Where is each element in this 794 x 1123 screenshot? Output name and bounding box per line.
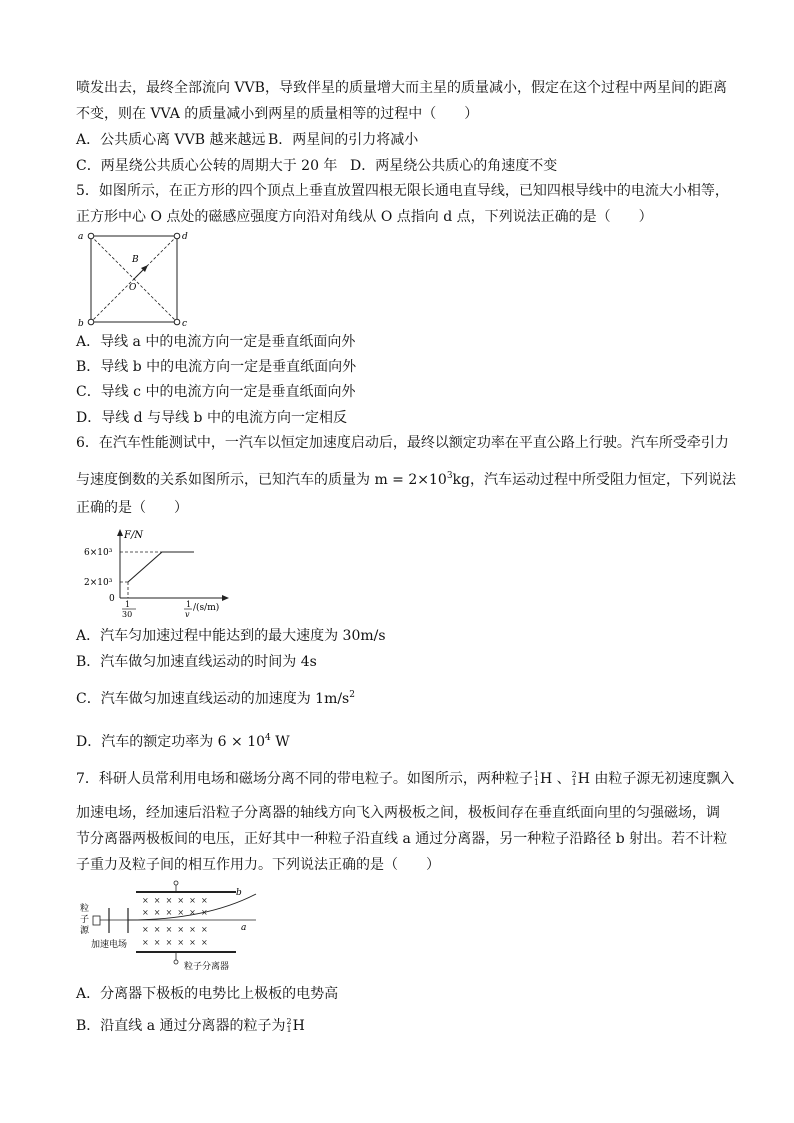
q5-option-b: B．导线 b 中的电流方向一定是垂直纸面向外 xyxy=(76,359,357,375)
q5-text-line1: 5．如图所示，在正方形的四个顶点上垂直放置四根无限长通电直导线，已知四根导线中的电流大小相等， xyxy=(76,183,729,199)
x-tick-num: 1 xyxy=(125,600,131,609)
q6-option-d xyxy=(76,728,290,752)
q4-option-c: C．两星绕公共质心公转的周期大于 20 年 xyxy=(76,158,338,174)
particle-source-icon xyxy=(93,916,100,925)
svg-text:× × × × × ×: × × × × × × xyxy=(142,908,208,917)
magnetic-field-crosses xyxy=(142,896,208,947)
q7-text-line4: 子重力及粒子间的相互作用力。下列说法正确的是（ ） xyxy=(76,857,440,873)
wire-c-marker xyxy=(174,319,180,325)
q6-text-line2b: kg，汽车运动过程中所受阻力恒定，下列说法 xyxy=(452,472,736,488)
separator-label: 粒子分离器 xyxy=(184,962,230,972)
y-axis-label: F/N xyxy=(124,530,144,541)
label-a: a xyxy=(78,232,84,242)
q6-text-line3: 正确的是（ ） xyxy=(76,500,188,516)
source-label-1: 粒 xyxy=(80,904,90,914)
svg-text:× × × × × ×: × × × × × × xyxy=(142,896,208,905)
x-label-den: v xyxy=(185,610,190,618)
label-path-a: a xyxy=(241,923,247,933)
q6-text-line2a: 与速度倒数的关系如图所示，已知汽车的质量为 m = 2×10 xyxy=(76,472,447,488)
source-label-3: 源 xyxy=(80,926,90,936)
option-b-isotope-indices xyxy=(287,1018,292,1034)
option-b-isotope-mass: 2 xyxy=(286,1017,292,1026)
isotope-2-mass: 2 xyxy=(571,770,577,779)
upper-terminal-icon xyxy=(174,881,178,885)
accel-field-label: 加速电场 xyxy=(91,940,128,950)
q7-text-line1a: 7．科研人员常利用电场和磁场分离不同的带电粒子。如图所示，两种粒子 xyxy=(76,771,533,787)
isotope-1-number: 1 xyxy=(533,778,539,787)
q6-option-d-exponent: 4 xyxy=(265,733,271,743)
q6-option-c-exponent: 2 xyxy=(349,690,355,700)
option-b-isotope-number: 1 xyxy=(286,1025,292,1034)
y-tick-low: 2×10³ xyxy=(84,578,113,588)
wire-b-marker xyxy=(88,319,94,325)
label-d: d xyxy=(182,232,188,242)
y-tick-top: 6×10³ xyxy=(84,548,113,558)
isotope-2-indices xyxy=(572,771,577,787)
q7-option-a: A．分离器下极板的电势比上极板的电势高 xyxy=(76,986,339,1002)
q6-option-d-text: D．汽车的额定功率为 6 × 10 xyxy=(76,734,266,750)
svg-text:× × × × × ×: × × × × × × xyxy=(142,925,208,934)
q7-text-line1c: H 由粒子源无初速度飘入 xyxy=(577,771,735,787)
q6-option-b: B．汽车做匀加速直线运动的时间为 4s xyxy=(76,654,317,670)
particle-separator-figure xyxy=(76,878,276,976)
q4-text-line1: 喷发出去，最终全部流向 VVB，导致伴星的质量增大而主星的质量减小，假定在这个过程中两星间的距离 xyxy=(76,80,727,96)
label-field-B: B xyxy=(132,255,139,265)
q7-text-line3: 节分离器两极板间的电压，正好其中一种粒子沿直线 a 通过分离器，另一种粒子沿路径 b 射出。若不计粒 xyxy=(76,831,728,847)
q6-option-d-unit: W xyxy=(270,734,290,750)
wire-d-marker xyxy=(174,233,180,239)
label-center-O: O xyxy=(129,283,137,293)
x-label-num: 1 xyxy=(186,600,192,609)
lower-terminal-icon xyxy=(174,960,178,964)
origin-label: 0 xyxy=(109,594,115,604)
x-axis-arrow-icon xyxy=(222,595,229,601)
square-wires-figure xyxy=(74,228,194,332)
q7-text-line1 xyxy=(76,769,734,789)
q5-option-d: D．导线 d 与导线 b 中的电流方向一定相反 xyxy=(76,410,347,426)
q7-option-b-symbol: H xyxy=(292,1018,305,1034)
q5-text-line2: 正方形中心 O 点处的磁感应强度方向沿对角线从 O 点指向 d 点，下列说法正确的是（ ） xyxy=(76,209,653,225)
q5-option-a: A．导线 a 中的电流方向一定是垂直纸面向外 xyxy=(76,334,356,350)
x-label-unit: /(s/m) xyxy=(193,603,220,613)
isotope-1-mass: 1 xyxy=(533,770,539,779)
q6-option-a: A．汽车匀加速过程中能达到的最大速度为 30m/s xyxy=(76,628,386,644)
q4-option-a: A．公共质心离 VVB 越来越远 xyxy=(76,132,266,148)
q7-text-line2: 加速电场，经加速后沿粒子分离器的轴线方向飞入两极板之间，极板间存在垂直纸面向里的匀强磁场，调 xyxy=(76,805,720,821)
q6-text-line2 xyxy=(76,466,736,490)
q6-mass-exponent: 3 xyxy=(446,471,453,481)
q4-option-b: B．两星间的引力将减小 xyxy=(268,132,419,148)
isotope-2-number: 1 xyxy=(571,778,577,787)
label-path-b: b xyxy=(236,888,242,898)
q5-option-c: C．导线 c 中的电流方向一定是垂直纸面向外 xyxy=(76,384,356,400)
x-tick-den: 30 xyxy=(122,610,133,618)
q4-option-d: D．两星绕公共质心的角速度不变 xyxy=(350,158,558,174)
q6-option-c xyxy=(76,685,355,709)
label-c: c xyxy=(182,319,188,329)
wire-a-marker xyxy=(88,233,94,239)
q7-option-b xyxy=(76,1016,305,1036)
q7-text-line1b: H 、 xyxy=(540,771,571,787)
q6-option-c-text: C．汽车做匀加速直线运动的加速度为 1m/s xyxy=(76,691,350,707)
isotope-1-indices xyxy=(534,771,539,787)
q6-text-line1: 6．在汽车性能测试中，一汽车以恒定加速度启动后，最终以额定功率在平直公路上行驶。汽车所受牵引力 xyxy=(76,435,729,451)
graph-slope-segment xyxy=(128,552,162,582)
q4-text-line2: 不变，则在 VVA 的质量减小到两星的质量相等的过程中（ ） xyxy=(76,106,479,122)
y-axis-arrow-icon xyxy=(117,529,123,536)
source-label-2: 子 xyxy=(80,915,90,925)
q7-option-b-text: B．沿直线 a 通过分离器的粒子为 xyxy=(76,1018,286,1034)
label-b: b xyxy=(78,319,84,329)
svg-text:× × × × × ×: × × × × × × xyxy=(142,938,208,947)
force-vs-inverse-velocity-graph xyxy=(76,526,246,618)
